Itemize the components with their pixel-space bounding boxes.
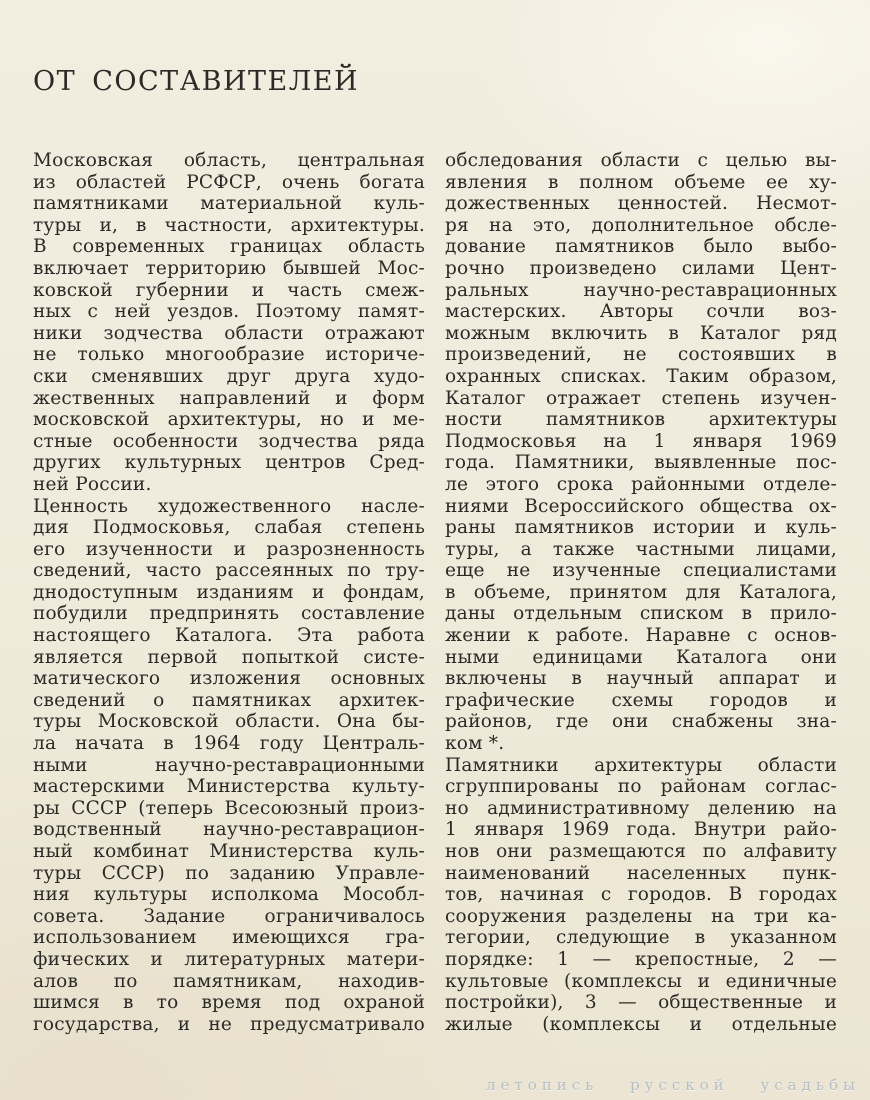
text-line: Ценность художественного насле- (33, 495, 425, 517)
text-line: из областей РСФСР, очень богата (33, 171, 425, 193)
text-line: включает территорию бывшей Мос- (33, 257, 425, 279)
text-line: его изученности и разрозненность (33, 538, 425, 560)
text-line: нов они размещаются по алфавиту (445, 841, 837, 862)
text-line: Памятники архитектуры области (445, 754, 837, 776)
text-line: водственный научно-реставрацион- (33, 819, 425, 841)
text-column-right (445, 150, 837, 1035)
text-line: ком *. (445, 733, 505, 755)
text-line: Каталог отражает степень изучен- (445, 387, 837, 409)
text-line: Московская область, центральная (33, 150, 425, 171)
text-line: графические схемы городов и (445, 689, 837, 711)
text-line: туры СССР) по заданию Управле- (33, 862, 425, 884)
text-column-left (33, 150, 425, 1035)
text-line: жественных направлений и форм (33, 387, 425, 409)
text-line: не только многообразие историче- (33, 344, 425, 366)
text-line: культовые (комплексы и единичные (445, 970, 837, 992)
text-line: произведений, не состоявших в (445, 344, 837, 366)
text-line: государства, и не предусматривало (33, 1013, 425, 1035)
text-line: московской архитектуры, но и ме- (33, 409, 425, 431)
text-line: жении к работе. Наравне с основ- (445, 625, 837, 647)
text-line: районов, где они снабжены зна- (445, 711, 837, 733)
text-line: рочно произведено силами Цент- (445, 257, 837, 279)
text-line: сгруппированы по районам соглас- (445, 776, 837, 798)
text-line: ными научно-реставрационными (33, 754, 425, 776)
page-body (33, 150, 837, 1035)
text-line: ности памятников архитектуры (445, 409, 837, 431)
text-line: мастерскими Министерства культу- (33, 776, 425, 798)
text-line: настоящего Каталога. Эта работа (33, 625, 425, 647)
text-line: 1 января 1969 года. Внутри райо- (445, 819, 837, 841)
text-line: еще не изученные специалистами (445, 560, 837, 582)
text-line: ных с ней уездов. Поэтому памят- (33, 301, 425, 323)
text-line: жилые (комплексы и отдельные (445, 1013, 837, 1035)
text-line: ле этого срока районными отделе- (445, 473, 837, 495)
text-line: включены в научный аппарат и (445, 668, 837, 690)
text-line: даны отдельным списком в прило- (445, 603, 837, 625)
text-line: порядке: 1 — крепостные, 2 — (445, 948, 837, 970)
text-line: тегории, следующие в указанном (445, 927, 837, 949)
text-line: сведений, часто рассеянных по тру- (33, 560, 425, 582)
text-line: ными единицами Каталога они (445, 646, 837, 668)
text-line: тов, начиная с городов. В городах (445, 884, 837, 906)
text-line: является первой попыткой систе- (33, 646, 425, 668)
text-line: ральных научно-реставрационных (445, 279, 837, 301)
text-line: матического изложения основных (33, 668, 425, 690)
text-line: дожественных ценностей. Несмот- (445, 193, 837, 215)
text-line: сведений о памятниках архитек- (33, 689, 425, 711)
text-line: дование памятников было выбо- (445, 236, 837, 258)
text-line: ный комбинат Министерства куль- (33, 841, 425, 862)
text-line: днодоступным изданиям и фондам, (33, 581, 425, 603)
text-line: шимся в то время под охраной (33, 992, 425, 1014)
text-line: ниями Всероссийского общества ох- (445, 495, 837, 517)
text-line: обследования области с целью вы- (445, 150, 837, 171)
text-line: туры, а также частными лицами, (445, 538, 837, 560)
text-line: туры и, в частности, архитектуры. (33, 214, 425, 236)
text-line: фических и литературных матери- (33, 948, 425, 970)
text-line: ски сменявших друг друга худо- (33, 365, 425, 387)
text-line: сооружения разделены на три ка- (445, 905, 837, 927)
text-line: других культурных центров Сред- (33, 452, 425, 474)
text-line: наименований населенных пунк- (445, 862, 837, 884)
text-line: можным включить в Каталог ряд (445, 322, 837, 344)
text-line: мастерских. Авторы сочли воз- (445, 301, 837, 323)
text-line: алов по памятникам, находив- (33, 970, 425, 992)
text-line: ники зодчества области отражают (33, 322, 425, 344)
text-line: но административному делению на (445, 797, 837, 819)
text-line: дия Подмосковья, слабая степень (33, 517, 425, 539)
text-line: В современных границах область (33, 236, 425, 258)
text-line: постройки), 3 — общественные и (445, 992, 837, 1014)
text-line: ковской губернии и часть смеж- (33, 279, 425, 301)
page-heading: ОТ СОСТАВИТЕЛЕЙ (33, 66, 360, 97)
text-line: стные особенности зодчества ряда (33, 430, 425, 452)
watermark-text: летопись русской усадьбы (485, 1076, 860, 1094)
text-line: памятниками материальной куль- (33, 193, 425, 215)
text-line: ней России. (33, 473, 152, 495)
text-line: ры СССР (теперь Всесоюзный произ- (33, 797, 425, 819)
text-line: охранных списках. Таким образом, (445, 365, 837, 387)
text-line: в объеме, принятом для Каталога, (445, 581, 837, 603)
text-line: явления в полном объеме ее ху- (445, 171, 837, 193)
text-line: побудили предпринять составление (33, 603, 425, 625)
text-line: ря на это, дополнительное обсле- (445, 214, 837, 236)
text-line: ла начата в 1964 году Централь- (33, 733, 425, 755)
text-line: года. Памятники, выявленные пос- (445, 452, 837, 474)
text-line: раны памятников истории и куль- (445, 517, 837, 539)
text-line: ния культуры исполкома Мособл- (33, 884, 425, 906)
text-line: туры Московской области. Она бы- (33, 711, 425, 733)
text-line: использованием имеющихся гра- (33, 927, 425, 949)
text-line: Подмосковья на 1 января 1969 (445, 430, 837, 452)
text-line: совета. Задание ограничивалось (33, 905, 425, 927)
